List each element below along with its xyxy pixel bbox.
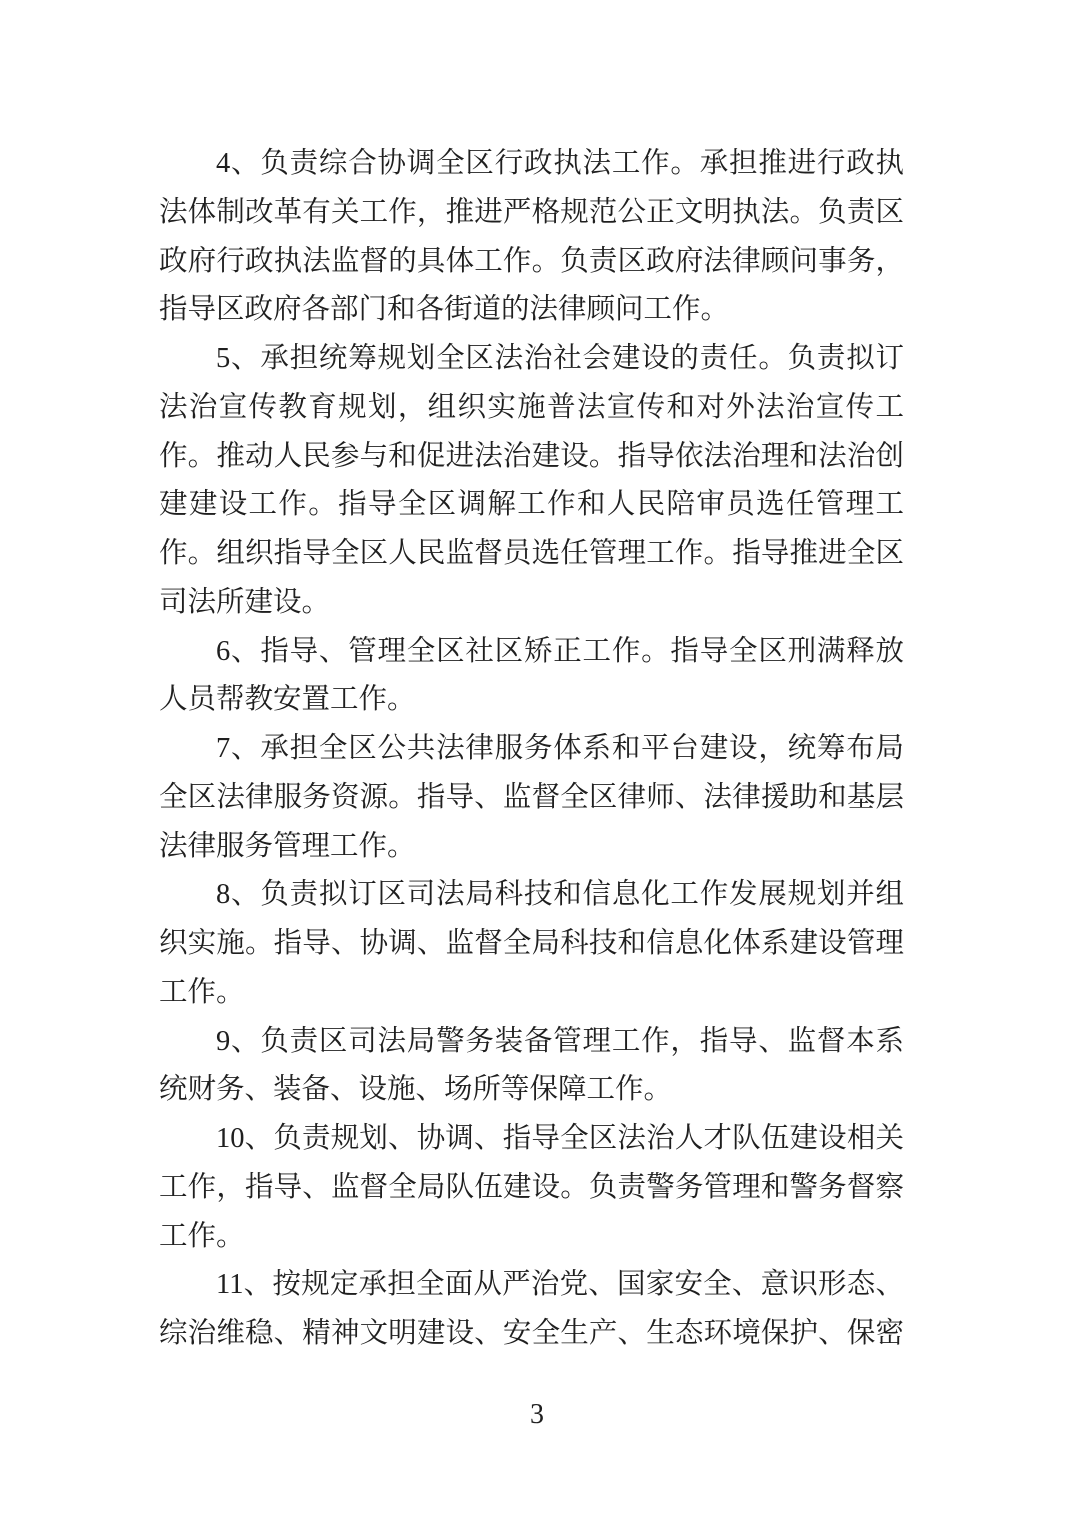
text-line: 政府行政执法监督的具体工作。负责区政府法律顾问事务，	[159, 245, 904, 277]
text-line: 9、负责区司法局警务装备管理工作，指导、监督本系	[216, 1025, 904, 1057]
paragraph-8	[159, 871, 904, 1017]
text-line: 法律服务管理工作。	[159, 830, 416, 862]
text-line: 司法所建设。	[159, 586, 331, 618]
paragraph-5	[159, 335, 904, 628]
text-line: 统财务、装备、设施、场所等保障工作。	[159, 1074, 673, 1106]
text-line: 工作。	[159, 1220, 245, 1252]
paragraph-10	[159, 1115, 904, 1261]
text-line: 4、负责综合协调全区行政执法工作。承担推进行政执	[216, 148, 904, 179]
text-line: 工作，指导、监督全局队伍建设。负责警务管理和警务督察	[159, 1171, 904, 1203]
text-line: 人员帮教安置工作。	[159, 684, 416, 716]
text-line: 工作。	[159, 976, 245, 1008]
text-line: 法体制改革有关工作，推进严格规范公正文明执法。负责区	[159, 196, 904, 228]
text-line: 作。组织指导全区人民监督员选任管理工作。指导推进全区	[159, 538, 904, 569]
text-line: 建建设工作。指导全区调解工作和人民陪审员选任管理工	[159, 489, 904, 521]
paragraph-4	[159, 140, 904, 335]
page-number: 3	[530, 1399, 544, 1430]
text-line: 指导区政府各部门和各街道的法律顾问工作。	[159, 294, 730, 326]
paragraph-6	[159, 628, 904, 726]
paragraph-7	[159, 725, 904, 871]
text-line: 7、承担全区公共法律服务体系和平台建设，统筹布局	[216, 733, 904, 764]
text-line: 10、负责规划、协调、指导全区法治人才队伍建设相关	[216, 1123, 904, 1154]
text-line: 8、负责拟订区司法局科技和信息化工作发展规划并组	[216, 879, 904, 911]
text-line: 综治维稳、精神文明建设、安全生产、生态环境保护、保密	[159, 1318, 904, 1349]
page-footer	[0, 1398, 1074, 1432]
text-line: 11、按规定承担全面从严治党、国家安全、意识形态、	[216, 1269, 904, 1301]
text-line: 全区法律服务资源。指导、监督全区律师、法律援助和基层	[159, 781, 904, 813]
text-line: 法治宣传教育规划，组织实施普法宣传和对外法治宣传工	[159, 391, 904, 423]
text-line: 5、承担统筹规划全区法治社会建设的责任。负责拟订	[216, 343, 904, 374]
text-line: 作。推动人民参与和促进法治建设。指导依法治理和法治创	[159, 440, 904, 472]
document-body	[159, 140, 904, 1359]
text-line: 6、指导、管理全区社区矫正工作。指导全区刑满释放	[216, 635, 904, 667]
text-line: 织实施。指导、协调、监督全局科技和信息化体系建设管理	[159, 928, 904, 959]
paragraph-9	[159, 1018, 904, 1116]
paragraph-11	[159, 1261, 904, 1359]
